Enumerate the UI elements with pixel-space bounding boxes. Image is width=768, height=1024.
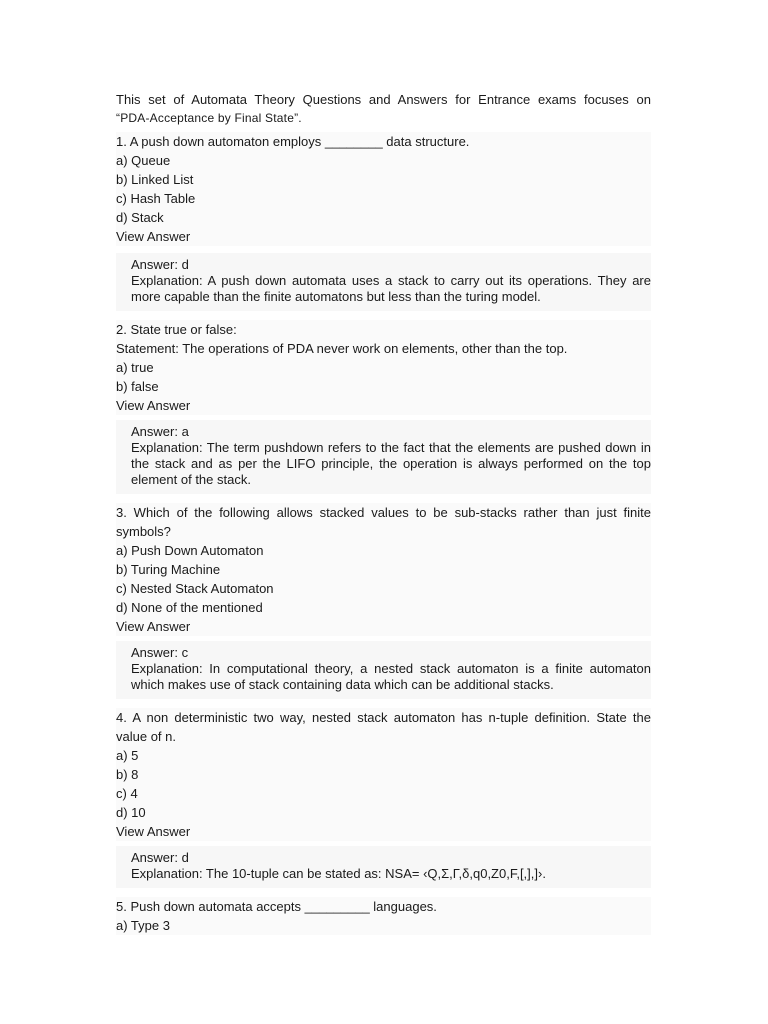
- question-5: [116, 897, 651, 935]
- question-text: 2. State true or false:: [116, 322, 237, 337]
- explanation-text: Explanation: A push down automata uses a stack to carry out its operations. They are more capable than the finite automatons but less than the turing model.: [131, 273, 651, 304]
- answer-block-2: [116, 420, 651, 494]
- option-c: c) Nested Stack Automaton: [116, 581, 274, 596]
- option-c: c) 4: [116, 786, 138, 801]
- option-d: d) Stack: [116, 210, 164, 225]
- answer-text: Answer: d: [131, 257, 189, 272]
- option-c: c) Hash Table: [116, 191, 196, 206]
- option-a: a) Type 3: [116, 918, 170, 933]
- view-answer-button[interactable]: View Answer: [116, 824, 191, 839]
- explanation-text: Explanation: The term pushdown refers to the fact that the elements are pushed down in the stack and as per the LIFO principle, the operation is always performed on the top element of the stack.: [131, 440, 651, 487]
- option-d: d) 10: [116, 805, 146, 820]
- answer-block-4: [116, 846, 651, 888]
- question-text: 5. Push down automata accepts _________ languages.: [116, 899, 437, 914]
- option-a: a) true: [116, 360, 154, 375]
- quiz-content: [116, 90, 651, 935]
- option-b: b) 8: [116, 767, 139, 782]
- option-d: d) None of the mentioned: [116, 600, 263, 615]
- answer-block-3: [116, 641, 651, 699]
- explanation-text: Explanation: The 10-tuple can be stated as: NSA= ‹Q,Σ,Γ,δ,q0,Z0,F,[,],]›.: [131, 866, 546, 881]
- question-statement: Statement: The operations of PDA never work on elements, other than the top.: [116, 341, 568, 356]
- question-2: [116, 320, 651, 415]
- question-text: 4. A non deterministic two way, nested stack automaton has n-tuple definition. State the value of n.: [116, 710, 651, 744]
- answer-text: Answer: a: [131, 424, 189, 439]
- intro-line-2: “PDA-Acceptance by Final State”.: [116, 111, 302, 125]
- question-4: [116, 708, 651, 841]
- option-b: b) Turing Machine: [116, 562, 221, 577]
- question-text: 3. Which of the following allows stacked values to be sub-stacks rather than just finite symbols?: [116, 505, 651, 539]
- option-b: b) Linked List: [116, 172, 194, 187]
- option-b: b) false: [116, 379, 159, 394]
- view-answer-button[interactable]: View Answer: [116, 229, 191, 244]
- question-1: [116, 132, 651, 246]
- option-a: a) Push Down Automaton: [116, 543, 264, 558]
- explanation-text: Explanation: In computational theory, a nested stack automaton is a finite automaton which makes use of stack containing data which can be additional stacks.: [131, 661, 651, 692]
- intro-line-1: This set of Automata Theory Questions and Answers for Entrance exams focuses on: [116, 92, 651, 107]
- option-a: a) Queue: [116, 153, 171, 168]
- option-a: a) 5: [116, 748, 139, 763]
- question-text: 1. A push down automaton employs ________ data structure.: [116, 134, 470, 149]
- view-answer-button[interactable]: View Answer: [116, 619, 191, 634]
- answer-text: Answer: c: [131, 645, 189, 660]
- question-3: [116, 503, 651, 636]
- answer-block-1: [116, 253, 651, 311]
- answer-text: Answer: d: [131, 850, 189, 865]
- intro-paragraph: [116, 90, 651, 128]
- view-answer-button[interactable]: View Answer: [116, 398, 191, 413]
